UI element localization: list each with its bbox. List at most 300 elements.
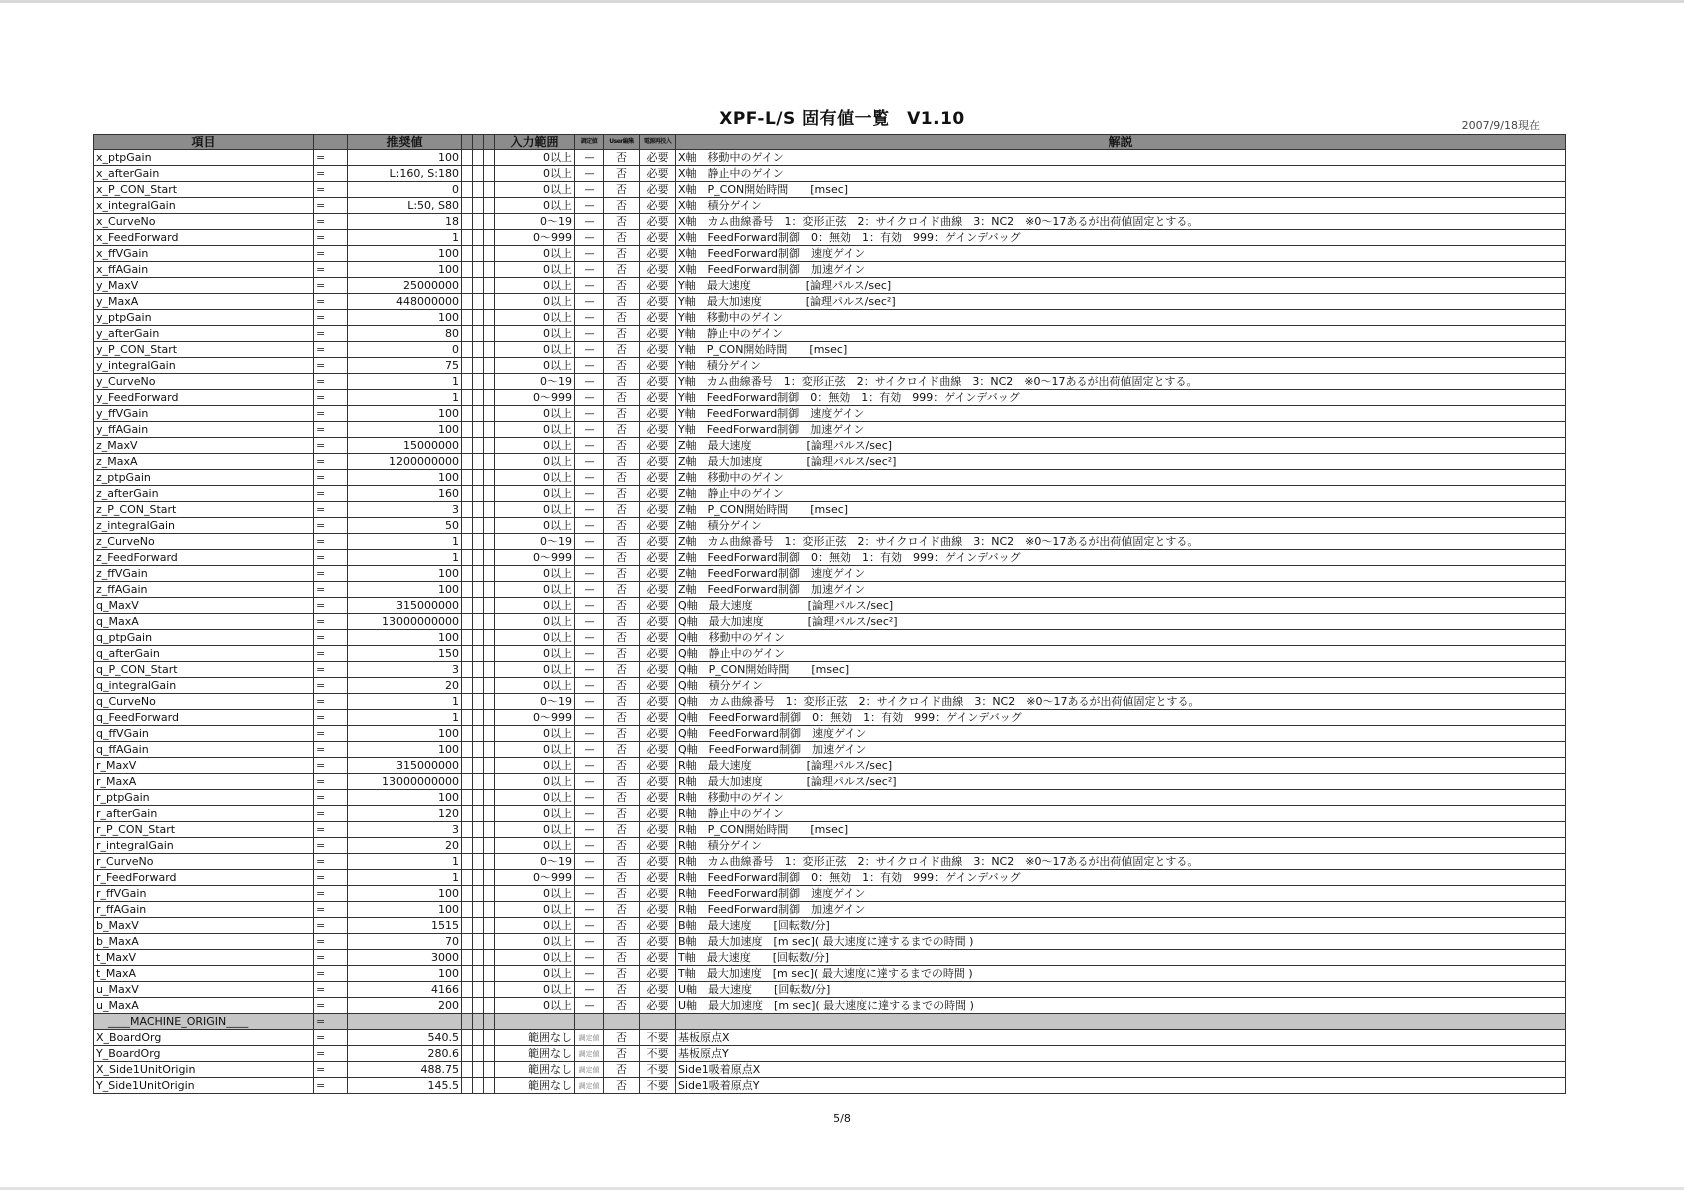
range-cell: 0以上 (495, 822, 575, 838)
blank-cell (473, 166, 484, 182)
value-cell: 3 (348, 502, 462, 518)
reinput-cell: 必要 (640, 374, 676, 390)
blank-cell (484, 470, 495, 486)
blank-cell (473, 646, 484, 662)
blank-cell (473, 982, 484, 998)
value-cell: 100 (348, 582, 462, 598)
adjust-cell: ---- (575, 982, 604, 998)
user-edit-cell: 否 (604, 294, 640, 310)
reinput-cell: 必要 (640, 822, 676, 838)
value-cell: 1 (348, 710, 462, 726)
item-cell: u_MaxV (94, 982, 314, 998)
item-cell: y_CurveNo (94, 374, 314, 390)
blank-cell (462, 886, 473, 902)
table-row (94, 710, 1566, 726)
range-cell: 0以上 (495, 342, 575, 358)
adjust-cell: ---- (575, 550, 604, 566)
blank-cell (462, 630, 473, 646)
range-cell: 0以上 (495, 294, 575, 310)
value-cell: 100 (348, 566, 462, 582)
table-row (94, 774, 1566, 790)
reinput-cell: 必要 (640, 902, 676, 918)
table-row (94, 854, 1566, 870)
adjust-cell: ---- (575, 582, 604, 598)
blank-cell (484, 342, 495, 358)
header-blank-1 (462, 135, 473, 150)
adjust-cell: ---- (575, 278, 604, 294)
adjust-cell: ---- (575, 870, 604, 886)
reinput-cell: 必要 (640, 726, 676, 742)
eq-cell: = (314, 1030, 348, 1046)
reinput-cell: 必要 (640, 294, 676, 310)
blank-cell (462, 614, 473, 630)
table-row (94, 294, 1566, 310)
value-cell: 1 (348, 694, 462, 710)
user-edit-cell: 否 (604, 534, 640, 550)
value-cell: 1 (348, 374, 462, 390)
user-edit-cell: 否 (604, 582, 640, 598)
adjust-cell: ---- (575, 406, 604, 422)
item-cell: z_MaxV (94, 438, 314, 454)
user-edit-cell: 否 (604, 662, 640, 678)
eq-cell: = (314, 966, 348, 982)
item-cell: Y_BoardOrg (94, 1046, 314, 1062)
eq-cell: = (314, 262, 348, 278)
range-cell: 0以上 (495, 774, 575, 790)
blank-cell (484, 294, 495, 310)
header-user-edit: User編集 (604, 135, 640, 150)
blank-cell (473, 822, 484, 838)
adjust-cell: ---- (575, 390, 604, 406)
eq-cell: = (314, 758, 348, 774)
value-cell: 13000000000 (348, 614, 462, 630)
description-cell: Z軸 FeedForward制御 加速ゲイン (676, 582, 1566, 598)
blank-cell (462, 278, 473, 294)
description-cell: Q軸 移動中のゲイン (676, 630, 1566, 646)
table-row (94, 758, 1566, 774)
reinput-cell: 必要 (640, 358, 676, 374)
item-cell: z_P_CON_Start (94, 502, 314, 518)
description-cell: X軸 積分ゲイン (676, 198, 1566, 214)
description-cell: R軸 最大加速度 [論理パルス/sec²] (676, 774, 1566, 790)
item-cell: x_integralGain (94, 198, 314, 214)
blank-cell (484, 150, 495, 166)
adjust-cell: ---- (575, 358, 604, 374)
adjust-cell: ---- (575, 150, 604, 166)
range-cell: 0～19 (495, 694, 575, 710)
blank-cell (484, 886, 495, 902)
blank-cell (473, 438, 484, 454)
reinput-cell: 不要 (640, 1062, 676, 1078)
reinput-cell: 必要 (640, 470, 676, 486)
blank-cell (473, 486, 484, 502)
blank-cell (462, 726, 473, 742)
blank-cell (462, 550, 473, 566)
item-cell: r_FeedForward (94, 870, 314, 886)
table-row (94, 150, 1566, 166)
value-cell: 70 (348, 934, 462, 950)
item-cell: X_Side1UnitOrigin (94, 1062, 314, 1078)
description-cell: X軸 P_CON開始時間 [msec] (676, 182, 1566, 198)
value-cell: 3 (348, 822, 462, 838)
reinput-cell: 必要 (640, 278, 676, 294)
table-row (94, 662, 1566, 678)
adjust-cell: 調定値 (575, 1062, 604, 1078)
blank-cell (473, 870, 484, 886)
eq-cell: = (314, 342, 348, 358)
adjust-cell: ---- (575, 198, 604, 214)
reinput-cell: 必要 (640, 198, 676, 214)
blank-cell (484, 566, 495, 582)
value-cell: 100 (348, 470, 462, 486)
description-cell: Q軸 FeedForward制御 加速ゲイン (676, 742, 1566, 758)
blank-cell (473, 758, 484, 774)
blank-cell (484, 838, 495, 854)
reinput-cell: 必要 (640, 230, 676, 246)
blank-cell (462, 790, 473, 806)
item-cell: y_ffVGain (94, 406, 314, 422)
user-edit-cell: 否 (604, 342, 640, 358)
item-cell: y_ffAGain (94, 422, 314, 438)
user-edit-cell: 否 (604, 790, 640, 806)
eq-cell: = (314, 518, 348, 534)
user-edit-cell: 否 (604, 198, 640, 214)
table-row (94, 1046, 1566, 1062)
description-cell: R軸 最大速度 [論理パルス/sec] (676, 758, 1566, 774)
blank-cell (473, 198, 484, 214)
table-row (94, 246, 1566, 262)
user-edit-cell: 否 (604, 886, 640, 902)
adjust-cell: ---- (575, 182, 604, 198)
item-cell: q_FeedForward (94, 710, 314, 726)
blank-cell (484, 550, 495, 566)
reinput-cell: 必要 (640, 310, 676, 326)
description-cell: U軸 最大加速度 [m sec]( 最大速度に達するまでの時間 ) (676, 998, 1566, 1014)
item-cell: x_FeedForward (94, 230, 314, 246)
range-cell: 0～999 (495, 230, 575, 246)
table-row (94, 374, 1566, 390)
description-cell: 基板原点X (676, 1030, 1566, 1046)
item-cell: y_afterGain (94, 326, 314, 342)
range-cell: 0～999 (495, 550, 575, 566)
blank-cell (462, 822, 473, 838)
eq-cell: = (314, 614, 348, 630)
adjust-cell: 調定値 (575, 1030, 604, 1046)
adjust-cell: ---- (575, 742, 604, 758)
range-cell: 0以上 (495, 966, 575, 982)
adjust-cell: ---- (575, 438, 604, 454)
description-cell: Z軸 積分ゲイン (676, 518, 1566, 534)
table-row (94, 950, 1566, 966)
range-cell: 0以上 (495, 470, 575, 486)
blank-cell (484, 870, 495, 886)
eq-cell: = (314, 150, 348, 166)
blank-cell (462, 326, 473, 342)
range-cell: 0～19 (495, 214, 575, 230)
item-cell: y_MaxA (94, 294, 314, 310)
reinput-cell: 必要 (640, 790, 676, 806)
range-cell: 0以上 (495, 278, 575, 294)
range-cell: 0以上 (495, 646, 575, 662)
table-row (94, 326, 1566, 342)
blank-cell (473, 374, 484, 390)
blank-cell (484, 950, 495, 966)
description-cell: Z軸 移動中のゲイン (676, 470, 1566, 486)
item-cell: z_ffAGain (94, 582, 314, 598)
blank-cell (473, 694, 484, 710)
table-row (94, 1078, 1566, 1094)
blank-cell (462, 902, 473, 918)
reinput-cell: 必要 (640, 742, 676, 758)
item-cell: x_ffAGain (94, 262, 314, 278)
blank-cell (484, 854, 495, 870)
reinput-cell: 必要 (640, 582, 676, 598)
description-cell: R軸 積分ゲイン (676, 838, 1566, 854)
adjust-cell: ---- (575, 598, 604, 614)
item-cell: y_MaxV (94, 278, 314, 294)
item-cell: r_ptpGain (94, 790, 314, 806)
range-cell: 0以上 (495, 566, 575, 582)
range-cell: 0以上 (495, 934, 575, 950)
eq-cell: = (314, 230, 348, 246)
value-cell: 315000000 (348, 598, 462, 614)
user-edit-cell: 否 (604, 758, 640, 774)
blank-cell (473, 854, 484, 870)
adjust-cell: ---- (575, 950, 604, 966)
range-cell: 0以上 (495, 198, 575, 214)
range-cell: 0以上 (495, 262, 575, 278)
range-cell: 0以上 (495, 614, 575, 630)
reinput-cell: 必要 (640, 758, 676, 774)
blank-cell (473, 262, 484, 278)
description-cell: Y軸 最大速度 [論理パルス/sec] (676, 278, 1566, 294)
blank-cell (462, 918, 473, 934)
blank-cell (462, 342, 473, 358)
description-cell: Q軸 積分ゲイン (676, 678, 1566, 694)
blank-cell (473, 454, 484, 470)
blank-cell (462, 678, 473, 694)
user-edit-cell: 否 (604, 182, 640, 198)
range-cell: 範囲なし (495, 1078, 575, 1094)
blank-cell (462, 710, 473, 726)
user-edit-cell: 否 (604, 246, 640, 262)
item-cell: q_MaxV (94, 598, 314, 614)
item-cell: y_P_CON_Start (94, 342, 314, 358)
item-cell: q_afterGain (94, 646, 314, 662)
range-cell: 0以上 (495, 406, 575, 422)
blank-cell (473, 230, 484, 246)
value-cell: 100 (348, 902, 462, 918)
item-cell: x_P_CON_Start (94, 182, 314, 198)
value-cell: 1 (348, 550, 462, 566)
description-cell: Z軸 FeedForward制御 0：無効 1：有効 999：ゲインデバッグ (676, 550, 1566, 566)
range-cell: 0～19 (495, 534, 575, 550)
adjust-cell: ---- (575, 822, 604, 838)
value-cell: 25000000 (348, 278, 462, 294)
eq-cell: = (314, 182, 348, 198)
reinput-cell: 必要 (640, 438, 676, 454)
blank-cell (473, 470, 484, 486)
reinput-cell: 必要 (640, 774, 676, 790)
blank-cell (484, 710, 495, 726)
item-cell: t_MaxV (94, 950, 314, 966)
reinput-cell: 必要 (640, 870, 676, 886)
table-row (94, 598, 1566, 614)
blank-cell (462, 502, 473, 518)
range-cell: 0以上 (495, 150, 575, 166)
blank-cell (462, 294, 473, 310)
eq-cell: = (314, 310, 348, 326)
adjust-cell: ---- (575, 774, 604, 790)
blank-cell (473, 358, 484, 374)
reinput-cell: 必要 (640, 646, 676, 662)
value-cell: 3 (348, 662, 462, 678)
description-cell: X軸 静止中のゲイン (676, 166, 1566, 182)
blank-cell (462, 966, 473, 982)
blank-cell (462, 582, 473, 598)
blank-cell (473, 182, 484, 198)
user-edit-cell: 否 (604, 870, 640, 886)
table-row (94, 678, 1566, 694)
value-cell: 100 (348, 630, 462, 646)
blank-cell (462, 1078, 473, 1094)
user-edit-cell: 否 (604, 278, 640, 294)
table-row (94, 518, 1566, 534)
adjust-cell: ---- (575, 854, 604, 870)
blank-cell (484, 422, 495, 438)
item-cell: z_MaxA (94, 454, 314, 470)
table-row (94, 870, 1566, 886)
table-row (94, 1030, 1566, 1046)
document-title: XPF-L/S 固有値一覧 V1.10 (719, 109, 965, 129)
blank-cell (462, 662, 473, 678)
description-cell: 基板原点Y (676, 1046, 1566, 1062)
reinput-cell: 必要 (640, 934, 676, 950)
blank-cell (484, 678, 495, 694)
table-row (94, 886, 1566, 902)
value-cell: 150 (348, 646, 462, 662)
range-cell: 0以上 (495, 806, 575, 822)
blank-cell (473, 1030, 484, 1046)
eq-cell: = (314, 598, 348, 614)
description-cell: Q軸 静止中のゲイン (676, 646, 1566, 662)
table-row (94, 390, 1566, 406)
description-cell: Z軸 FeedForward制御 速度ゲイン (676, 566, 1566, 582)
description-cell: Side1吸着原点X (676, 1062, 1566, 1078)
eq-cell: = (314, 198, 348, 214)
item-cell: x_afterGain (94, 166, 314, 182)
value-cell: 100 (348, 422, 462, 438)
blank-cell (462, 182, 473, 198)
eq-cell: = (314, 982, 348, 998)
value-cell: 100 (348, 246, 462, 262)
value-cell: 75 (348, 358, 462, 374)
blank-cell (473, 1062, 484, 1078)
value-cell: 15000000 (348, 438, 462, 454)
eq-cell: = (314, 662, 348, 678)
eq-cell: = (314, 950, 348, 966)
blank-cell (462, 774, 473, 790)
blank-cell (575, 1014, 604, 1030)
item-cell: b_MaxA (94, 934, 314, 950)
item-cell: x_CurveNo (94, 214, 314, 230)
value-cell: 100 (348, 150, 462, 166)
user-edit-cell: 否 (604, 1078, 640, 1094)
blank-cell (484, 358, 495, 374)
user-edit-cell: 否 (604, 518, 640, 534)
item-cell: r_MaxV (94, 758, 314, 774)
description-cell: Z軸 最大加速度 [論理パルス/sec²] (676, 454, 1566, 470)
blank-cell (473, 742, 484, 758)
eq-cell: = (314, 870, 348, 886)
description-cell: X軸 移動中のゲイン (676, 150, 1566, 166)
range-cell: 範囲なし (495, 1030, 575, 1046)
blank-cell (484, 902, 495, 918)
reinput-cell: 必要 (640, 518, 676, 534)
adjust-cell: ---- (575, 534, 604, 550)
blank-cell (484, 998, 495, 1014)
blank-cell (473, 534, 484, 550)
eq-cell: = (314, 822, 348, 838)
user-edit-cell: 否 (604, 774, 640, 790)
range-cell: 0～19 (495, 374, 575, 390)
blank-cell (462, 374, 473, 390)
blank-cell (473, 294, 484, 310)
adjust-cell: ---- (575, 662, 604, 678)
reinput-cell: 不要 (640, 1078, 676, 1094)
table-row (94, 582, 1566, 598)
blank-cell (484, 806, 495, 822)
value-cell: 4166 (348, 982, 462, 998)
blank-cell (473, 902, 484, 918)
range-cell: 0以上 (495, 726, 575, 742)
reinput-cell: 必要 (640, 982, 676, 998)
blank-cell (462, 214, 473, 230)
eq-cell: = (314, 934, 348, 950)
reinput-cell: 必要 (640, 390, 676, 406)
eq-cell: = (314, 838, 348, 854)
eq-cell: = (314, 374, 348, 390)
blank-cell (462, 246, 473, 262)
range-cell: 0以上 (495, 662, 575, 678)
eq-cell: = (314, 566, 348, 582)
user-edit-cell: 否 (604, 422, 640, 438)
item-cell: r_integralGain (94, 838, 314, 854)
item-cell: t_MaxA (94, 966, 314, 982)
adjust-cell: ---- (575, 342, 604, 358)
table-row (94, 278, 1566, 294)
blank-cell (484, 406, 495, 422)
item-cell: r_ffVGain (94, 886, 314, 902)
user-edit-cell: 否 (604, 1046, 640, 1062)
description-cell: R軸 FeedForward制御 加速ゲイン (676, 902, 1566, 918)
blank-cell (473, 278, 484, 294)
blank-cell (484, 790, 495, 806)
blank-cell (473, 934, 484, 950)
table-row (94, 790, 1566, 806)
blank-cell (473, 422, 484, 438)
header-value: 推奨値 (348, 135, 462, 150)
item-cell: z_afterGain (94, 486, 314, 502)
user-edit-cell: 否 (604, 726, 640, 742)
table-row (94, 342, 1566, 358)
blank-cell (495, 1014, 575, 1030)
user-edit-cell: 否 (604, 326, 640, 342)
adjust-cell: ---- (575, 646, 604, 662)
blank-cell (676, 1014, 1566, 1030)
adjust-cell: ---- (575, 262, 604, 278)
blank-cell (462, 758, 473, 774)
